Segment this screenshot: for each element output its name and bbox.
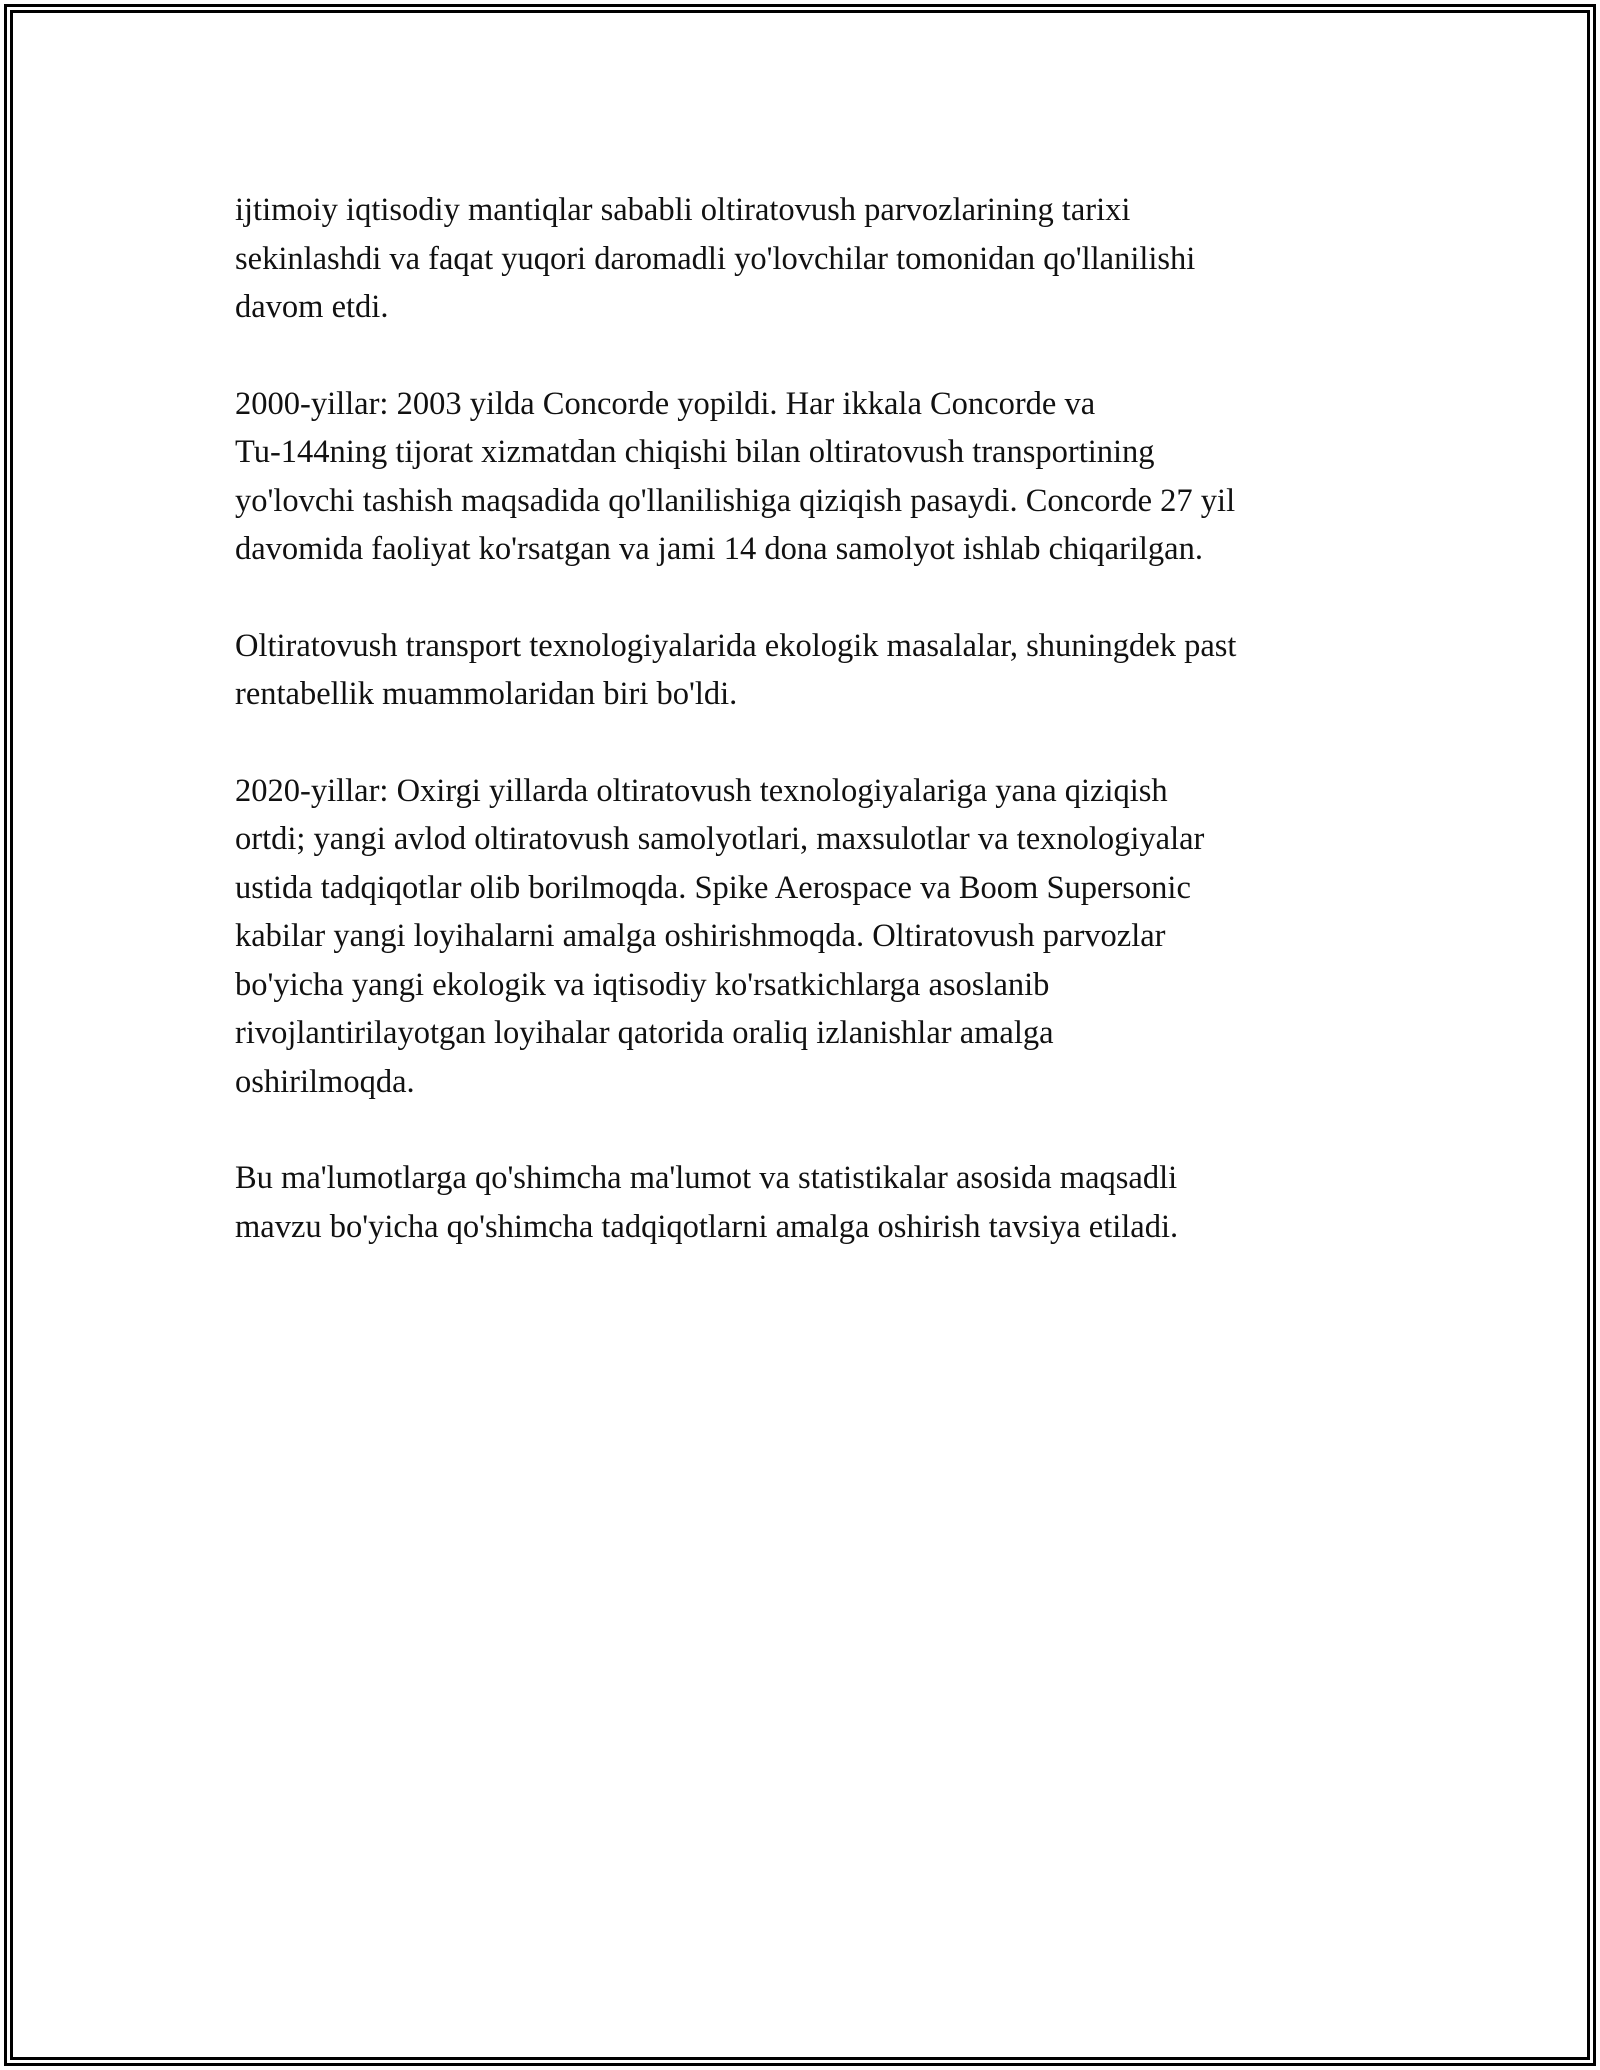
- paragraph-recommendation: Bu ma'lumotlarga qo'shimcha ma'lumot va statistikalar asosida maqsadli mavzu bo'yicha qo'shimcha tadqiqotlarni amalga oshirish tavsiya etiladi.: [235, 1160, 1179, 1245]
- paragraph-ecology: Oltiratovush transport texnologiyalarida ekologik masalalar, shuningdek past rentabellik muammolaridan biri bo'ldi.: [235, 627, 1237, 712]
- paragraph-2000s: 2000-yillar: 2003 yilda Concorde yopildi. Har ikkala Concorde va Tu-144ning tijorat xizmatdan chiqishi bilan oltiratovush transportining yo'lovchi tashish maqsadida qo'llanilishiga qiziqish pasaydi. Concorde 27 yil davomida faoliyat ko'rsatgan va jami 14 dona samolyot ishlab chiqarilgan.: [235, 385, 1236, 567]
- paragraph-2020s: 2020-yillar: Oxirgi yillarda oltiratovush texnologiyalariga yana qiziqish ortdi; yangi avlod oltiratovush samolyotlari, maxsulotlar va texnologiyalar ustida tadqiqotlar olib borilmoqda. Spike Aerospace va Boom Supersonic kabilar yangi loyihalarni amalga oshirishmoqda. Oltiratovush parvozlar bo'yicha yangi ekologik va iqtisodiy ko'rsatkichlarga asoslanib rivojlantirilayotgan loyihalar qatorida oraliq izlanishlar amalga oshirilmoqda.: [235, 772, 1205, 1100]
- document-body: [235, 186, 1385, 1299]
- paragraph-history-slowdown: ijtimoiy iqtisodiy mantiqlar sababli oltiratovush parvozlarining tarixi sekinlashdi va faqat yuqori daromadli yo'lovchilar tomonidan qo'llanilishi davom etdi.: [235, 192, 1196, 325]
